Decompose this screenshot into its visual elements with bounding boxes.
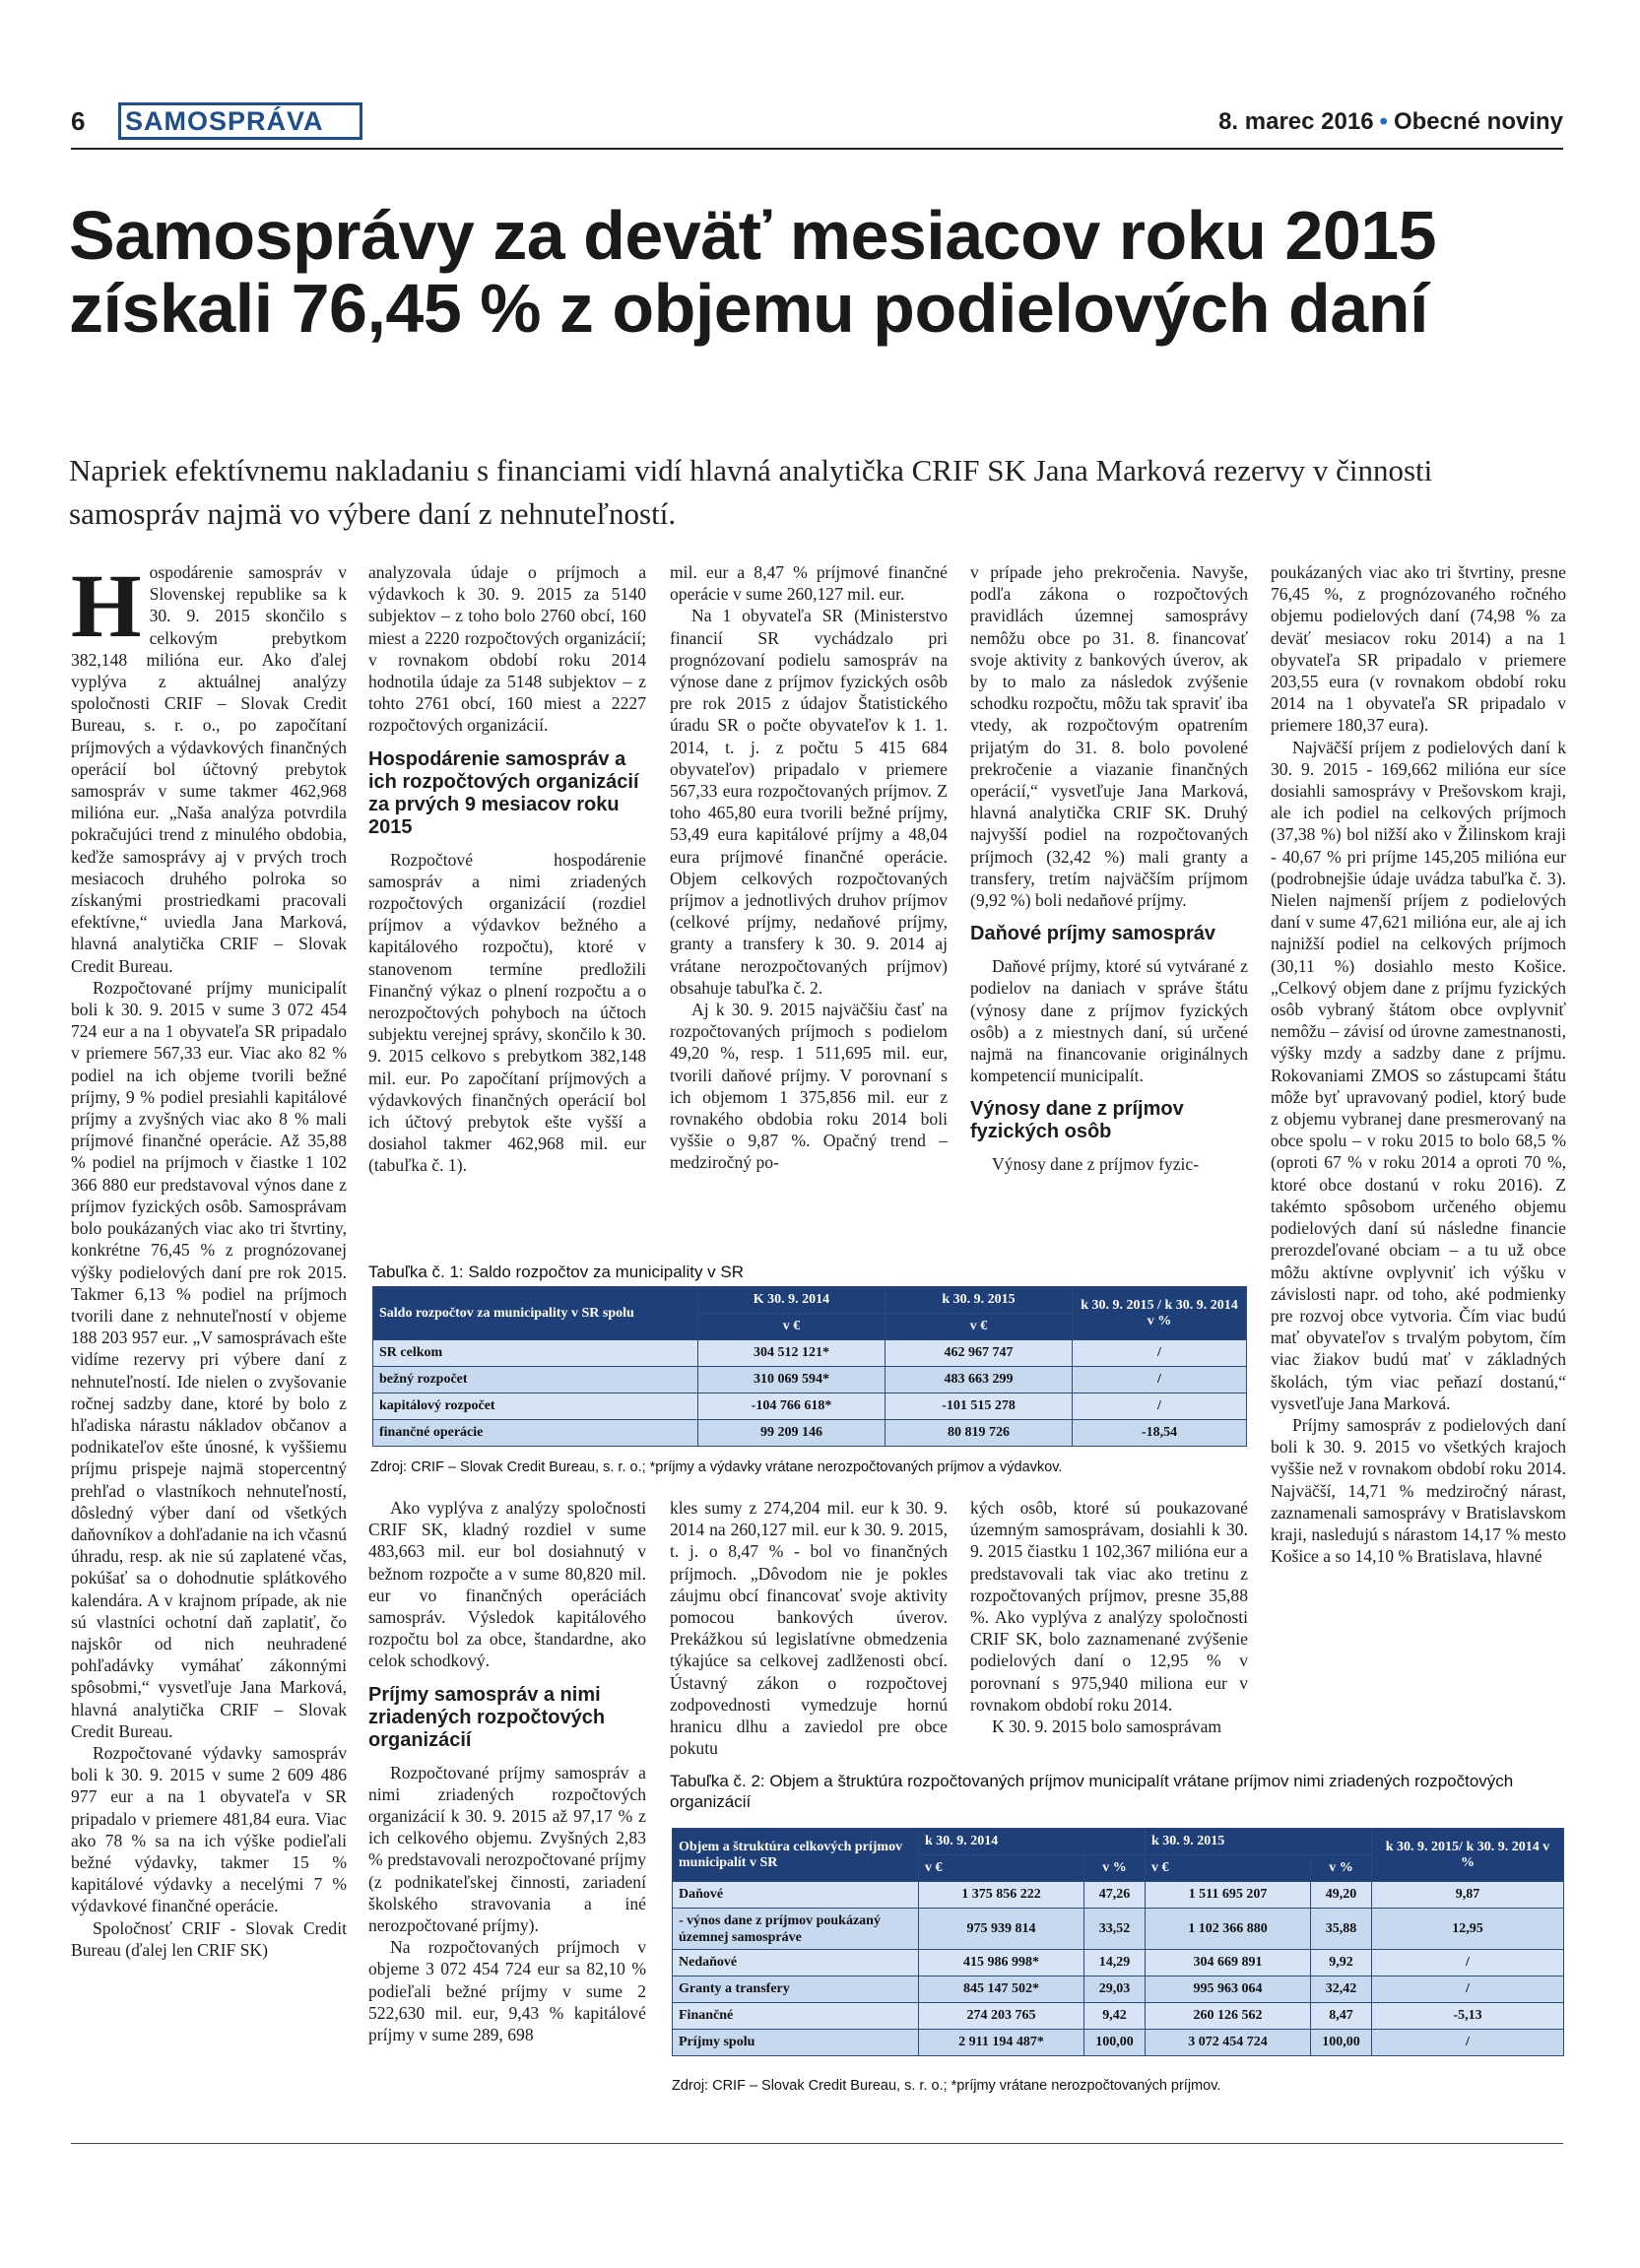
table-cell: 100,00	[1084, 2030, 1146, 2056]
col3-paragraph: Aj k 30. 9. 2015 najväčšiu časť na rozpočtovaných príjmoch s podielom 49,20 %, resp. 1 511,695 mil. eur, tvorili daňové príjmy. V porovnaní s ich objemom 1 375,856 mil. eur z rovnakého obdobia roku 2014 boli vyššie o 9,87 %. Opačný trend – medziročný po-	[670, 1000, 948, 1173]
table-cell: 304 669 891	[1146, 1950, 1311, 1976]
col2-paragraph: Rozpočtové hospodárenie samospráv a nimi zriadených rozpočtových organizácií (rozdiel príjmov a výdavkov bežného a kapitálového rozpočtu), ktoré v stanovenom termíne predložili Finančný výkaz o plnení rozpočtu a o nerozpočtových pohyboch na účtoch subjektu verejnej správy, skončilo k 30. 9. 2015 celkovo s prebytkom 382,148 mil. eur. Po započítaní príjmových a výdavkových finančných operácií bol ich účtový prebytok ešte vyšší a dosiahol takmer 462,968 mil. eur (tabuľka č. 1).	[368, 849, 646, 1176]
col5-paragraph: poukázaných viac ako tri štvrtiny, presne 76,45 %, z prognózovaného ročného objemu podielových daní (74,98 % za deväť mesiacov roku 2014) a na 1 obyvateľa SR pripadalo v priemere 203,55 eura (v rovnakom období roku 2014 na 1 obyvateľa SR pripadalo v priemere 180,37 eura).	[1271, 562, 1566, 736]
table1-caption: Tabuľka č. 1: Saldo rozpočtov za municipality v SR	[368, 1263, 745, 1281]
table-cell: 260 126 562	[1146, 2003, 1311, 2030]
article-title: Samosprávy za deväť mesiacov roku 2015 získali 76,45 % z objemu podielových daní	[69, 197, 1437, 347]
table-header-cell: v €	[698, 1314, 886, 1340]
column-3	[670, 561, 948, 1174]
footer-rule	[71, 2143, 1563, 2144]
table-cell: 100,00	[1311, 2030, 1372, 2056]
col1-paragraph: Spoločnosť CRIF - Slovak Credit Bureau (ďalej len CRIF SK)	[71, 1917, 347, 1960]
col3-paragraph: Na 1 obyvateľa SR (Ministerstvo financií SR vychádzalo pri prognózovaní podielu samospráv na výnose dane z príjmov fyzických osôb pre rok 2015 z údajov Štatistického úradu SR o počte obyvateľov k 1. 1. 2014, t. j. z počtu 5 415 684 obyvateľov) pripadalo v priemere 567,33 eura rozpočtovaných príjmov. Z toho 465,80 eura tvorili bežné príjmy, 53,49 eura kapitálové príjmy a 48,04 eura príjmové finančné operácie. Objem celkových rozpočtovaných príjmov a jednotlivých druhov príjmov (celkové príjmy, nedaňové príjmy, granty a transfery k 30. 9. 2014 aj vrátane nerozpočtovaných príjmov) obsahuje tabuľka č. 2.	[670, 606, 948, 998]
table-header	[373, 1287, 1247, 1314]
table2-caption: Tabuľka č. 2: Objem a štruktúra rozpočtovaných príjmov municipalít vrátane príjmov nimi zriadených rozpočtových organizácií	[670, 1772, 1514, 1811]
table-cell: 47,26	[1084, 1882, 1146, 1909]
table-header-cell: k 30. 9. 2015 / k 30. 9. 2014 v %	[1073, 1287, 1247, 1340]
table-cell: Príjmy spolu	[673, 2030, 919, 2056]
table-cell: 1 375 856 222	[919, 1882, 1084, 1909]
table-cell: finančné operácie	[373, 1420, 698, 1447]
table-row	[373, 1367, 1247, 1393]
table-row	[673, 2003, 1564, 2030]
table-cell: 49,20	[1311, 1882, 1372, 1909]
table-row	[673, 1909, 1564, 1950]
table-header-cell: v %	[1311, 1855, 1372, 1882]
lower-paragraph: K 30. 9. 2015 bolo samosprávam	[992, 1717, 1222, 1737]
table-header-cell: v €	[886, 1314, 1073, 1340]
table-cell: /	[1073, 1393, 1247, 1420]
issue-date: 8. marec 2016	[1218, 108, 1374, 135]
column-2	[368, 561, 646, 1177]
subheading: Daňové príjmy samospráv	[970, 923, 1215, 945]
table-cell: 2 911 194 487*	[919, 2030, 1084, 2056]
table-cell: - výnos dane z príjmov poukázaný územnej samospráve	[673, 1909, 919, 1950]
column-1	[71, 555, 347, 1961]
table-cell: kapitálový rozpočet	[373, 1393, 698, 1420]
subheading: Hospodárenie samospráv a ich rozpočtových organizácií za prvých 9 mesiacov roku 2015	[368, 747, 639, 838]
table-cell: Nedaňové	[673, 1950, 919, 1976]
drop-cap: H	[71, 555, 142, 656]
col5-paragraph: Najväčší príjem z podielových daní k 30. 9. 2015 - 169,662 milióna eur síce dosiahli samosprávy v Prešovskom kraji, ale ich podiel na celkových príjmoch (37,38 %) bol nižší ako v Žilinskom kraji - 40,67 % pri príjme 145,205 milióna eur (podrobnejšie údaje uvádza tabuľka č. 3). Nielen najmenší príjem z podielových daní v sume 47,621 milióna eur, ale aj ich najnižší podiel na celkových príjmoch (30,11 %) dosiahlo mesto Košice. „Celkový objem dane z príjmu fyzických osôb vybraný štátom obce ovplyvniť nemôžu – závisí od úrovne zamestnanosti, výšky mzdy a sadzby dane z príjmu. Rokovaniami ZMOS so zástupcami štátu môže byť upravovaný podiel, ktorý bude z objemu vybranej dane presmerovaný na obce spolu – v roku 2015 to bolo 68,5 % (oproti 67 % v roku 2014 a oproti 70 %, ktoré obce dostanú v roku 2016). Z takémto spôsobom určeného objemu podielových daní sú následne financie prerozdeľované obciam – a tu už obce môžu aktívne ovplyvniť ich výšku v závislosti napr. od toho, aké podmienky pre rozvoj obce vytvoria. Čím viac budú mať obyvateľov s trvalým pobytom, čím viac žiakov budú mať v základných školách, tým viac peňazí dostanú,“ vysvetľuje Jana Marková.	[1271, 737, 1566, 1413]
table-cell: 9,42	[1084, 2003, 1146, 2030]
subheading: Príjmy samospráv a nimi zriadených rozpočtových organizácií	[368, 1683, 606, 1751]
table-cell: 845 147 502*	[919, 1976, 1084, 2003]
table-cell: 462 967 747	[886, 1340, 1073, 1367]
table-row	[673, 2030, 1564, 2056]
table-cell: 3 072 454 724	[1146, 2030, 1311, 2056]
table-cell: /	[1372, 2030, 1564, 2056]
col4-paragraph: Daňové príjmy, ktoré sú vytvárané z podielov na daniach v správe štátu (výnosy dane z príjmov fyzických osôb) a z miestnych daní, sú určené najmä na financovanie originálnych kompetencií municipalít.	[970, 956, 1248, 1086]
lower-paragraph: Ako vyplýva z analýzy spoločnosti CRIF SK, kladný rozdiel v sume 483,663 mil. eur bol dosiahnutý v bežnom rozpočte a v sume 80,820 mil. eur vo finančných operáciách samospráv. Výsledok kapitálového rozpočtu bol za obce, štandardne, ako celok schodkový.	[368, 1498, 646, 1671]
article-lead: Napriek efektívnemu nakladaniu s financiami vidí hlavná analytička CRIF SK Jana Marková rezervy v činnosti samospráv najmä vo výbere daní z nehnuteľností.	[69, 453, 1433, 531]
table-header-cell: k 30. 9. 2014	[919, 1829, 1146, 1855]
issue-info	[1218, 108, 1563, 136]
table2-source: Zdroj: CRIF – Slovak Credit Bureau, s. r. o.; *príjmy vrátane nerozpočtovaných príjmov.	[672, 2078, 1221, 2094]
table-cell: 304 512 121*	[698, 1340, 886, 1367]
table-cell: 32,42	[1311, 1976, 1372, 2003]
table-row	[673, 1950, 1564, 1976]
table-row	[373, 1393, 1247, 1420]
table-cell: 29,03	[1084, 1976, 1146, 2003]
table-header-cell: K 30. 9. 2014	[698, 1287, 886, 1314]
table-cell: 415 986 998*	[919, 1950, 1084, 1976]
table-cell: Granty a transfery	[673, 1976, 919, 2003]
table-row	[373, 1340, 1247, 1367]
table-cell: 310 069 594*	[698, 1367, 886, 1393]
col1-paragraph: ospodárenie samospráv v Slovenskej republike sa k 30. 9. 2015 skončilo s celkovým prebytkom 382,148 milióna eur. Ako ďalej vyplýva z aktuálnej analýzy spoločnosti CRIF – Slovak Credit Bureau, s. r. o., po započítaní príjmových a výdavkových finančných operácií bol účtovný prebytok samospráv v sume takmer 462,968 milióna eur. „Naša analýza potvrdila pokračujúci trend z minulého obdobia, keďže samosprávy aj v prvých troch mesiacoch druhého polroka so získanými prostriedkami pracovali efektívne,“ uviedla Jana Marková, hlavná analytička CRIF – Slovak Credit Bureau.	[71, 562, 347, 976]
table-cell: -101 515 278	[886, 1393, 1073, 1420]
table-cell: -18,54	[1073, 1420, 1247, 1447]
col5-paragraph: Príjmy samospráv z podielových daní boli k 30. 9. 2015 vo všetkých krajoch vyššie než v rovnakom období roku 2014. Najväčší, 14,71 % medziročný nárast, zaznamenali samosprávy v Bratislavskom kraji, nasledujú s nárastom 14,17 % mesto Košice a so 14,10 % Bratislava, hlavné	[1271, 1414, 1566, 1567]
bullet-separator: •	[1379, 108, 1388, 135]
table-cell: 14,29	[1084, 1950, 1146, 1976]
table-header-cell: v €	[1146, 1855, 1311, 1882]
table-header-cell: k 30. 9. 2015/ k 30. 9. 2014 v %	[1372, 1829, 1564, 1882]
col3-paragraph: mil. eur a 8,47 % príjmové finančné operácie v sume 260,127 mil. eur.	[670, 562, 948, 605]
table-cell: bežný rozpočet	[373, 1367, 698, 1393]
subheading: Výnosy dane z príjmov fyzických osôb	[970, 1098, 1184, 1143]
lower-column-3	[670, 1497, 948, 1759]
table-cell: 483 663 299	[886, 1367, 1073, 1393]
column-4	[970, 561, 1248, 1176]
col4-paragraph: v prípade jeho prekročenia. Navyše, podľa zákona o rozpočtových pravidlách územnej samosprávy nemôžu obce po 31. 8. financovať svoje aktivity z bankových úverov, ak by to malo za následok zvýšenie schodku rozpočtu, môžu tak spraviť iba vtedy, ak rozpočtovým opatrením prijatým do 31. 8. bolo povolené prekročenie a viazanie finančných operácií,“ vysvetľuje Jana Marková, hlavná analytička CRIF SK. Druhý najvyšší podiel na rozpočtovaných príjmoch (32,42 %) mali granty a transfery, tretím najväčším príjmom (9,92 %) boli nedaňové príjmy.	[970, 562, 1248, 911]
table-cell: 975 939 814	[919, 1909, 1084, 1950]
header-rule	[71, 148, 1563, 150]
lower-column-4	[970, 1497, 1248, 1737]
publication-name: Obecné noviny	[1393, 108, 1563, 135]
page-number: 6	[71, 106, 86, 136]
table-2	[672, 1828, 1564, 2056]
table-row	[373, 1420, 1247, 1447]
table-row	[673, 1882, 1564, 1909]
table-cell: Finančné	[673, 2003, 919, 2030]
table-cell: 35,88	[1311, 1909, 1372, 1950]
table-header-cell: Saldo rozpočtov za municipality v SR spolu	[373, 1287, 698, 1340]
col1-paragraph: Rozpočtované výdavky samospráv boli k 30. 9. 2015 v sume 2 609 486 977 eur a na 1 obyvateľa v SR pripadalo v priemere 481,84 eura. Viac ako 78 % sa na ich výške podieľali bežné výdavky, takmer 15 % kapitálové výdavky a necelými 7 % výdavkové finančné operácie.	[71, 1742, 347, 1916]
col4-paragraph: Výnosy dane z príjmov fyzic-	[992, 1154, 1200, 1175]
table-cell: /	[1372, 1950, 1564, 1976]
section-label: SAMOSPRÁVA	[118, 102, 362, 140]
lower-paragraph: kých osôb, ktoré sú poukazované územným samosprávam, dosiahli k 30. 9. 2015 čiastku 1 102,367 milióna eur a predstavovali tak viac ako tretinu z rozpočtovaných príjmov, presne 35,88 %. Ako vyplýva z analýzy spoločnosti CRIF SK, bolo zaznamenané zvýšenie podielových daní o 12,95 % v porovnaní s 975,940 miliona eur v rovnakom období roku 2014.	[970, 1498, 1248, 1715]
lower-paragraph: Na rozpočtovaných príjmoch v objeme 3 072 454 724 eur sa 82,10 % podieľali bežné príjmy v sume 2 522,630 mil. eur, 9,43 % kapitálové príjmy v sume 289, 698	[368, 1937, 646, 2045]
table-cell: 33,52	[1084, 1909, 1146, 1950]
table-cell: 9,87	[1372, 1882, 1564, 1909]
table-cell: -5,13	[1372, 2003, 1564, 2030]
table-header	[673, 1829, 1564, 1855]
table-cell: 99 209 146	[698, 1420, 886, 1447]
table-header-cell: v %	[1084, 1855, 1146, 1882]
table-cell: Daňové	[673, 1882, 919, 1909]
table-cell: 1 511 695 207	[1146, 1882, 1311, 1909]
table-1	[372, 1286, 1247, 1447]
lower-paragraph: Rozpočtované príjmy samospráv a nimi zriadených rozpočtových organizácií k 30. 9. 2015 až 97,17 % z ich celkového objemu. Zvyšných 2,83 % predstavovali nerozpočtované príjmy (z podnikateľskej činnosti, zariadení školského stravovania a iné nerozpočtované príjmy).	[368, 1762, 646, 1936]
table-header-cell: k 30. 9. 2015	[886, 1287, 1073, 1314]
lower-column-2	[368, 1497, 646, 2045]
table-header-cell: Objem a štruktúra celkových príjmov municipalít v SR	[673, 1829, 919, 1882]
table-cell: -104 766 618*	[698, 1393, 886, 1420]
col1-paragraph: Rozpočtované príjmy municipalít boli k 30. 9. 2015 v sume 3 072 454 724 eur a na 1 obyvateľa SR pripadalo v priemere 567,33 eur. Viac ako 82 % podiel na ich objeme tvorili bežné príjmy, 9 % podiel presiahli kapitálové príjmy a zvyšných viac ako 8 % mali príjmové finančné operácie. Až 35,88 % podiel na príjmoch v čiastke 1 102 366 880 eur predstavoval výnos dane z príjmov fyzických osôb. Samosprávam bolo poukázaných viac ako tri štvrtiny, konkrétne 76,45 % z prognózovanej výšky podielových daní pre rok 2015. Takmer 6,13 % podiel na príjmoch tvorili dane z nehnuteľností v objeme 188 203 957 eur. „V samosprávach ešte vidíme rezervy pri výbere daní z nehnuteľností. Ide nielen o zvyšovanie ročnej sadzby dane, ktoré by bolo z hľadiska nárastu nákladov občanov a podnikateľov ešte únosné, k vyššiemu príjmu prispeje najmä stopercentný prehľad o vlastníkoch nehnuteľností, dôsledný výber daní od všetkých daňovníkov a dohľadanie na ich včasnú úhradu, resp. ak nie sú zaplatené včas, pokúšať sa o dohodnutie splátkového kalendára. A v krajnom prípade, ak nie sú vlastníci ochotní daň zaplatiť, čo najskôr od nich neuhradené pohľadávky vymáhať zákonnými spôsobmi,“ vysvetľuje Jana Marková, hlavná analytička CRIF – Slovak Credit Bureau.	[71, 977, 347, 1741]
table-cell: SR celkom	[373, 1340, 698, 1367]
table-header-cell: v €	[919, 1855, 1084, 1882]
column-5	[1271, 561, 1566, 1567]
table-cell: 12,95	[1372, 1909, 1564, 1950]
table-cell: 274 203 765	[919, 2003, 1084, 2030]
table-row	[673, 1976, 1564, 2003]
table-header-cell: k 30. 9. 2015	[1146, 1829, 1372, 1855]
lower-paragraph: kles sumy z 274,204 mil. eur k 30. 9. 2014 na 260,127 mil. eur k 30. 9. 2015, t. j. o 8,47 % - bol vo finančných príjmoch. „Dôvodom nie je pokles záujmu obcí financovať svoje aktivity pomocou bankových úverov. Prekážkou sú legislatívne obmedzenia týkajúce sa celkovej zadlženosti obcí. Ústavný zákon o rozpočtovej zodpovednosti vymedzuje hornú hranicu dlhu a zaviedol pre obce pokutu	[670, 1498, 948, 1759]
table-cell: /	[1073, 1340, 1247, 1367]
table1-source: Zdroj: CRIF – Slovak Credit Bureau, s. r. o.; *príjmy a výdavky vrátane nerozpočtovaných príjmov a výdavkov.	[370, 1459, 1063, 1475]
table-cell: 80 819 726	[886, 1420, 1073, 1447]
table-cell: /	[1073, 1367, 1247, 1393]
table-cell: 8,47	[1311, 2003, 1372, 2030]
col2-paragraph: analyzovala údaje o príjmoch a výdavkoch k 30. 9. 2015 za 5140 subjektov – z toho bolo 2760 obcí, 160 miest a 2220 rozpočtových organizácií; v rovnakom období roku 2014 hodnotila údaje za 5148 subjektov – z tohto 2761 obcí, 160 miest a 2227 rozpočtových organizácií.	[368, 562, 646, 736]
table-cell: 995 963 064	[1146, 1976, 1311, 2003]
table-cell: /	[1372, 1976, 1564, 2003]
table-cell: 1 102 366 880	[1146, 1909, 1311, 1950]
table-cell: 9,92	[1311, 1950, 1372, 1976]
